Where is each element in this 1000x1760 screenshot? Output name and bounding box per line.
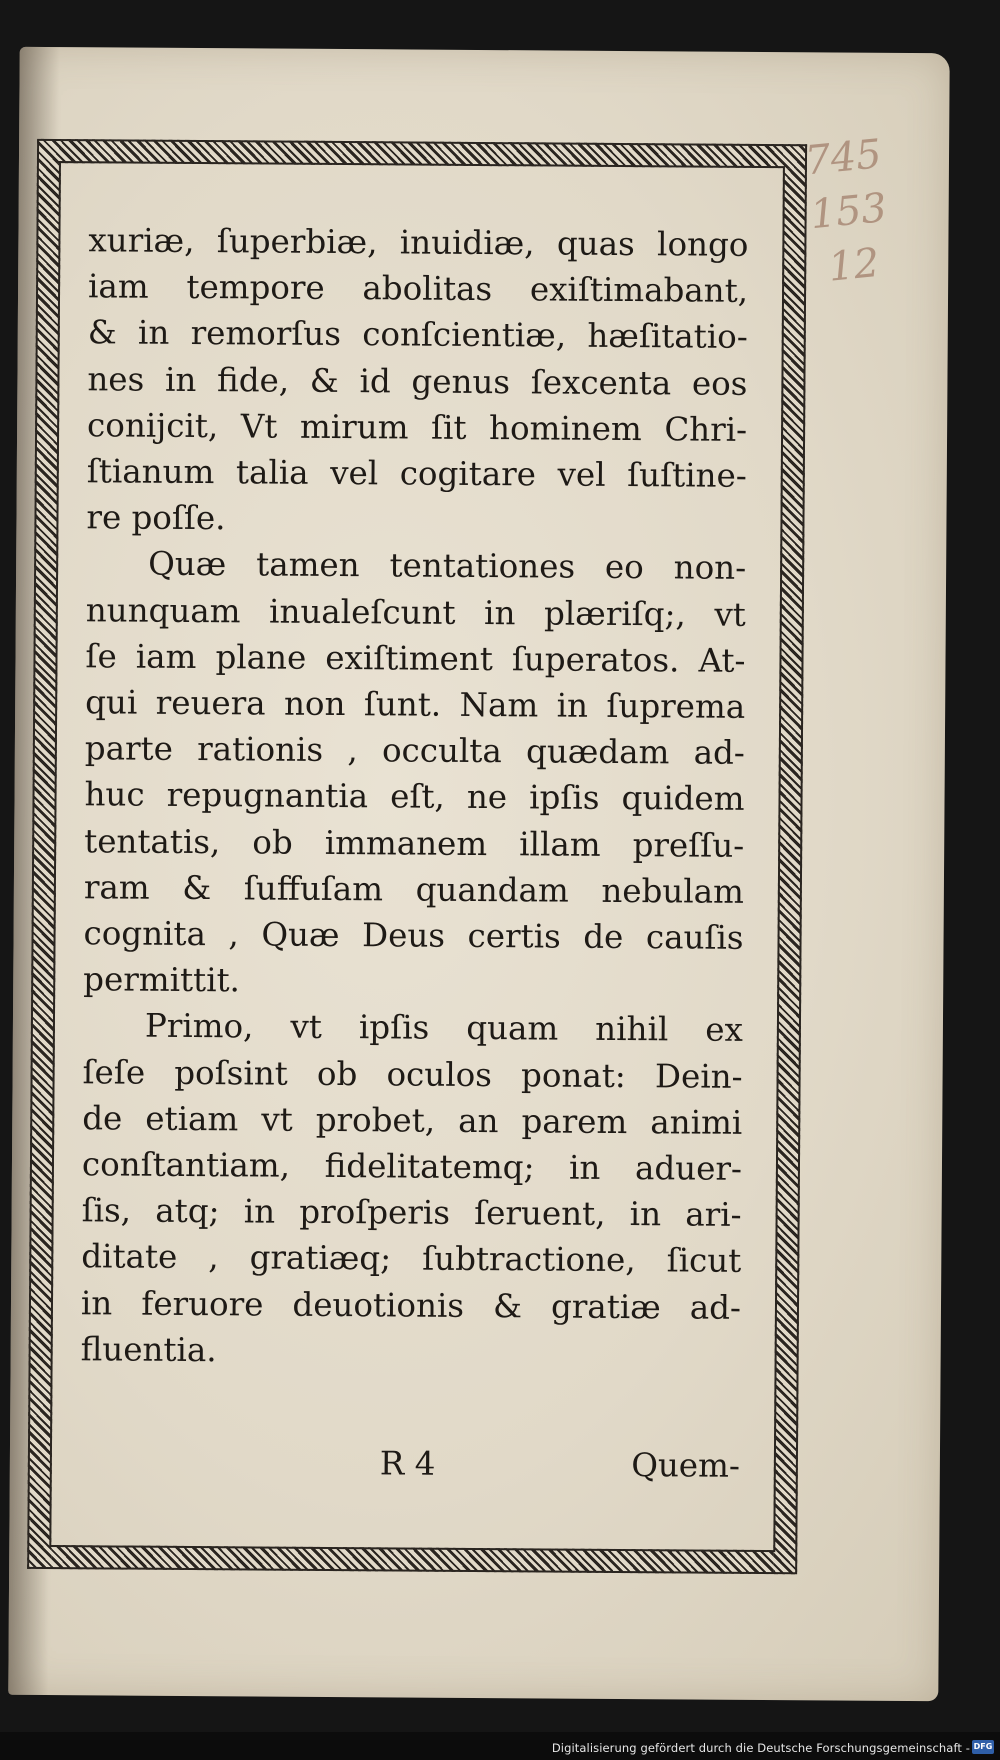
signature-mark: R 4 <box>379 1444 436 1483</box>
text-line: xuriæ, ſuperbiæ, inuidiæ, quas longo <box>88 221 749 264</box>
credit-bar <box>0 1732 1000 1760</box>
text-line: ſis, atq; in proſperis ſeruent, in ari- <box>81 1191 742 1235</box>
pencil-note-line-1: 745 <box>803 131 884 185</box>
text-line: Quæ tamen tentationes eo non- <box>148 545 747 588</box>
dfg-logo-icon: DFG <box>972 1740 994 1754</box>
text-line: conijcit, Vt mirum ſit hominem Chri- <box>86 406 748 449</box>
text-line: de etiam vt probet, an parem animi <box>82 1099 743 1142</box>
text-line: ſtianum talia vel cogitare vel ſuſtine- <box>86 452 747 495</box>
text-line: ſe iam plane exiſtiment ſuperatos. At- <box>85 637 746 680</box>
text-line: ram & ſuffuſam quandam nebulam <box>83 868 745 911</box>
book-page <box>8 47 949 1701</box>
text-line: tentatis, ob immanem illam preſſu- <box>84 821 745 865</box>
pencil-note-line-2: 153 <box>808 184 889 239</box>
pencil-note-line-3: 12 <box>826 239 882 291</box>
text-line: nunquam inualeſcunt in plæriſq;, vt <box>85 590 746 634</box>
text-line: ſeſe poſsint ob oculos ponat: Dein- <box>82 1052 743 1096</box>
funding-credit: Digitalisierung gefördert durch die Deutsche Forschungsgemeinschaft - <box>551 1741 970 1755</box>
text-line: permittit. <box>83 960 241 1000</box>
text-line: in feruore deuotionis & gratiæ ad- <box>80 1283 742 1327</box>
text-line: cognita , Quæ Deus certis de cauſis <box>83 914 744 957</box>
text-line: parte rationis , occulta quædam ad- <box>84 729 745 773</box>
text-line: fluentia. <box>80 1330 217 1370</box>
body-text <box>81 217 749 1377</box>
text-line: ditate , gratiæq; ſubtractione, ſicut <box>81 1237 742 1281</box>
text-line: & in remorſus conſcientiæ, hæſitatio- <box>87 313 748 357</box>
text-line: iam tempore abolitas exiſtimabant, <box>87 267 749 311</box>
text-line: qui reuera non ſunt. Nam in ſuprema <box>85 683 746 726</box>
text-line: Primo, vt ipſis quam nihil ex <box>144 1007 744 1050</box>
text-line: re poſſe. <box>86 498 226 538</box>
catchword: Quem- <box>631 1446 741 1485</box>
page-footer <box>80 1442 740 1493</box>
text-line: conſtantiam, fidelitatemq; in aduer- <box>81 1145 743 1188</box>
text-line: huc repugnantia eſt, ne ipſis quidem <box>84 775 745 819</box>
text-line: nes in fide, & id genus ſexcenta eos <box>87 359 748 403</box>
